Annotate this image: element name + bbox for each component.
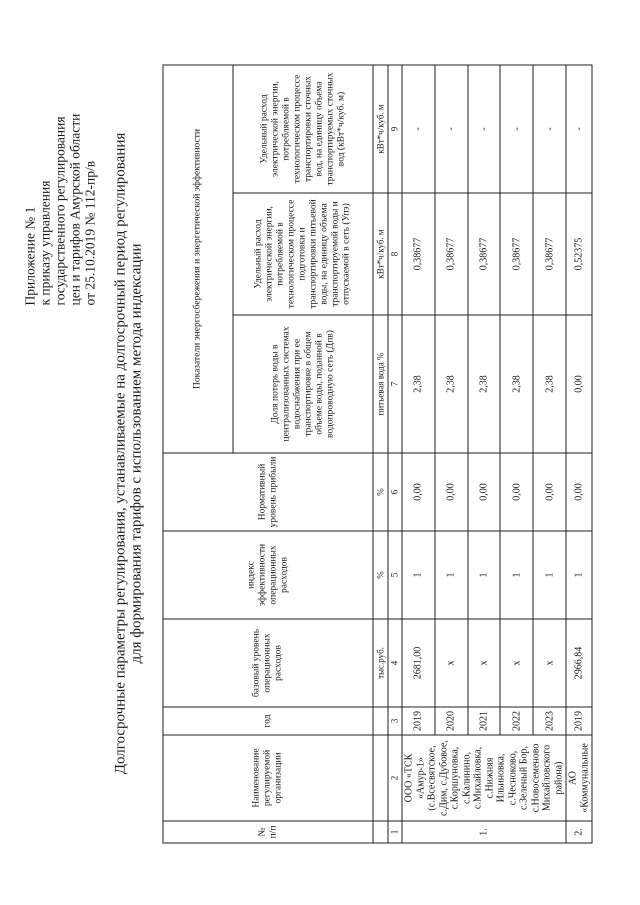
row-num: 1. <box>402 821 566 843</box>
energy-wastewater-cell: - <box>402 65 435 193</box>
col-number: 1 <box>388 821 402 843</box>
efficiency-index-cell: 1 <box>500 531 533 619</box>
header-profit-level: Нормативный уровень прибыли <box>163 453 373 531</box>
org-name: АО «Коммунальные <box>566 735 592 821</box>
units-row <box>373 65 388 843</box>
table-row <box>434 65 467 843</box>
col-number: 7 <box>388 315 402 453</box>
efficiency-index-cell: 1 <box>434 531 467 619</box>
energy-wastewater-cell: - <box>566 65 592 193</box>
year-cell: 2022 <box>500 707 533 735</box>
profit-level-cell: 0,00 <box>566 453 592 531</box>
unit-cell: кВт*ч/куб. м <box>373 65 388 193</box>
document-title: Долгосрочные параметры регулирования, устанавливаемые на долгосрочный период регулирования <box>112 132 128 774</box>
water-loss-cell: 2,38 <box>533 315 566 453</box>
header-efficiency-index: индекс эффективности операционных расходов <box>163 531 373 619</box>
header-energy-group: Показатели энергосбережения и энергетической эффективности <box>163 65 233 453</box>
table-row <box>566 65 592 843</box>
base-opex-cell: х <box>500 619 533 707</box>
row-num: 2. <box>566 821 592 843</box>
year-cell: 2019 <box>566 707 592 735</box>
appendix-line: Приложение № 1 <box>22 206 37 305</box>
header-org: Наименование регулируемой организации <box>163 735 373 821</box>
year-cell: 2019 <box>402 707 435 735</box>
water-loss-cell: 2,38 <box>434 315 467 453</box>
unit-cell: питьевая вода % <box>373 315 388 453</box>
unit-cell <box>373 735 388 821</box>
header-energy-water: Удельный расход электрической энергии, потребляемой в технологическом процессе подготовки и транспортировки питьевой воды, на единицу объема транспортируемой воды и отпускаемой в сеть (Упэ) <box>233 193 373 315</box>
unit-cell <box>373 821 388 843</box>
column-numbers-row <box>388 65 402 843</box>
efficiency-index-cell: 1 <box>533 531 566 619</box>
unit-cell: кВт*ч/куб. м <box>373 193 388 315</box>
org-name: ООО «ТСК «Амур-1» (с.Всесвятское, с.Дим, с.Дубовое, с.Коршуновка, с.Калинино, с.Михайловка, с.Нижняя Ильиновка, с.Чесноково, с.Зеленый Бор, с.Новосеменово Михайловского района) <box>402 735 566 821</box>
unit-cell: % <box>373 453 388 531</box>
header-num: № п/п <box>163 821 373 843</box>
profit-level-cell: 0,00 <box>500 453 533 531</box>
appendix-line: цен и тарифов Амурской области <box>67 113 82 305</box>
header-year: год <box>163 707 373 735</box>
energy-wastewater-cell: - <box>500 65 533 193</box>
energy-water-cell: 0,38677 <box>467 193 500 315</box>
water-loss-cell: 2,38 <box>500 315 533 453</box>
table-row <box>402 65 435 843</box>
col-number: 6 <box>388 453 402 531</box>
profit-level-cell: 0,00 <box>434 453 467 531</box>
appendix-line: государственного регулирования <box>52 115 67 305</box>
base-opex-cell: 2966,84 <box>566 619 592 707</box>
water-loss-cell: 2,38 <box>467 315 500 453</box>
year-cell: 2023 <box>533 707 566 735</box>
base-opex-cell: х <box>467 619 500 707</box>
col-number: 3 <box>388 707 402 735</box>
col-number: 8 <box>388 193 402 315</box>
profit-level-cell: 0,00 <box>467 453 500 531</box>
rotated-document <box>0 40 640 865</box>
year-cell: 2020 <box>434 707 467 735</box>
col-number: 5 <box>388 531 402 619</box>
energy-wastewater-cell: - <box>434 65 467 193</box>
header-energy-wastewater: Удельный расход электрической энергии, потребляемой в технологическом процессе транспортировки сточных вод, на единицу объема транспортируемых сточных вод (кВт*ч/куб. м) <box>233 65 373 193</box>
energy-wastewater-cell: - <box>467 65 500 193</box>
appendix-line: к приказу управления <box>37 180 52 305</box>
header-water-loss: Доля потерь воды в централизованных системах водоснабжения при ее транспортировке в общем объеме воды, поданной в водопроводную сеть (Дпв) <box>233 315 373 453</box>
base-opex-cell: 2681,00 <box>402 619 435 707</box>
col-number: 2 <box>388 735 402 821</box>
document-title-line2: для формирования тарифов с использованием метода индексации <box>128 242 144 664</box>
appendix-block <box>22 65 97 305</box>
energy-water-cell: 0,38677 <box>402 193 435 315</box>
table-row <box>467 65 500 843</box>
energy-water-cell: 0,38677 <box>533 193 566 315</box>
base-opex-cell: х <box>533 619 566 707</box>
energy-water-cell: 0,38677 <box>434 193 467 315</box>
col-number: 4 <box>388 619 402 707</box>
parameters-table <box>162 64 592 843</box>
efficiency-index-cell: 1 <box>566 531 592 619</box>
efficiency-index-cell: 1 <box>467 531 500 619</box>
energy-water-cell: 0,38677 <box>500 193 533 315</box>
appendix-line: от 25.10.2019 № 112-пр/в <box>82 160 97 305</box>
energy-wastewater-cell: - <box>533 65 566 193</box>
header-base-opex: базовый уровень операционных расходов <box>163 619 373 707</box>
efficiency-index-cell: 1 <box>402 531 435 619</box>
profit-level-cell: 0,00 <box>402 453 435 531</box>
profit-level-cell: 0,00 <box>533 453 566 531</box>
col-number: 9 <box>388 65 402 193</box>
water-loss-cell: 0,00 <box>566 315 592 453</box>
year-cell: 2021 <box>467 707 500 735</box>
energy-water-cell: 0,52375 <box>566 193 592 315</box>
base-opex-cell: х <box>434 619 467 707</box>
unit-cell: тыс.руб. <box>373 619 388 707</box>
table-row <box>533 65 566 843</box>
water-loss-cell: 2,38 <box>402 315 435 453</box>
unit-cell <box>373 707 388 735</box>
unit-cell: % <box>373 531 388 619</box>
table-row <box>500 65 533 843</box>
